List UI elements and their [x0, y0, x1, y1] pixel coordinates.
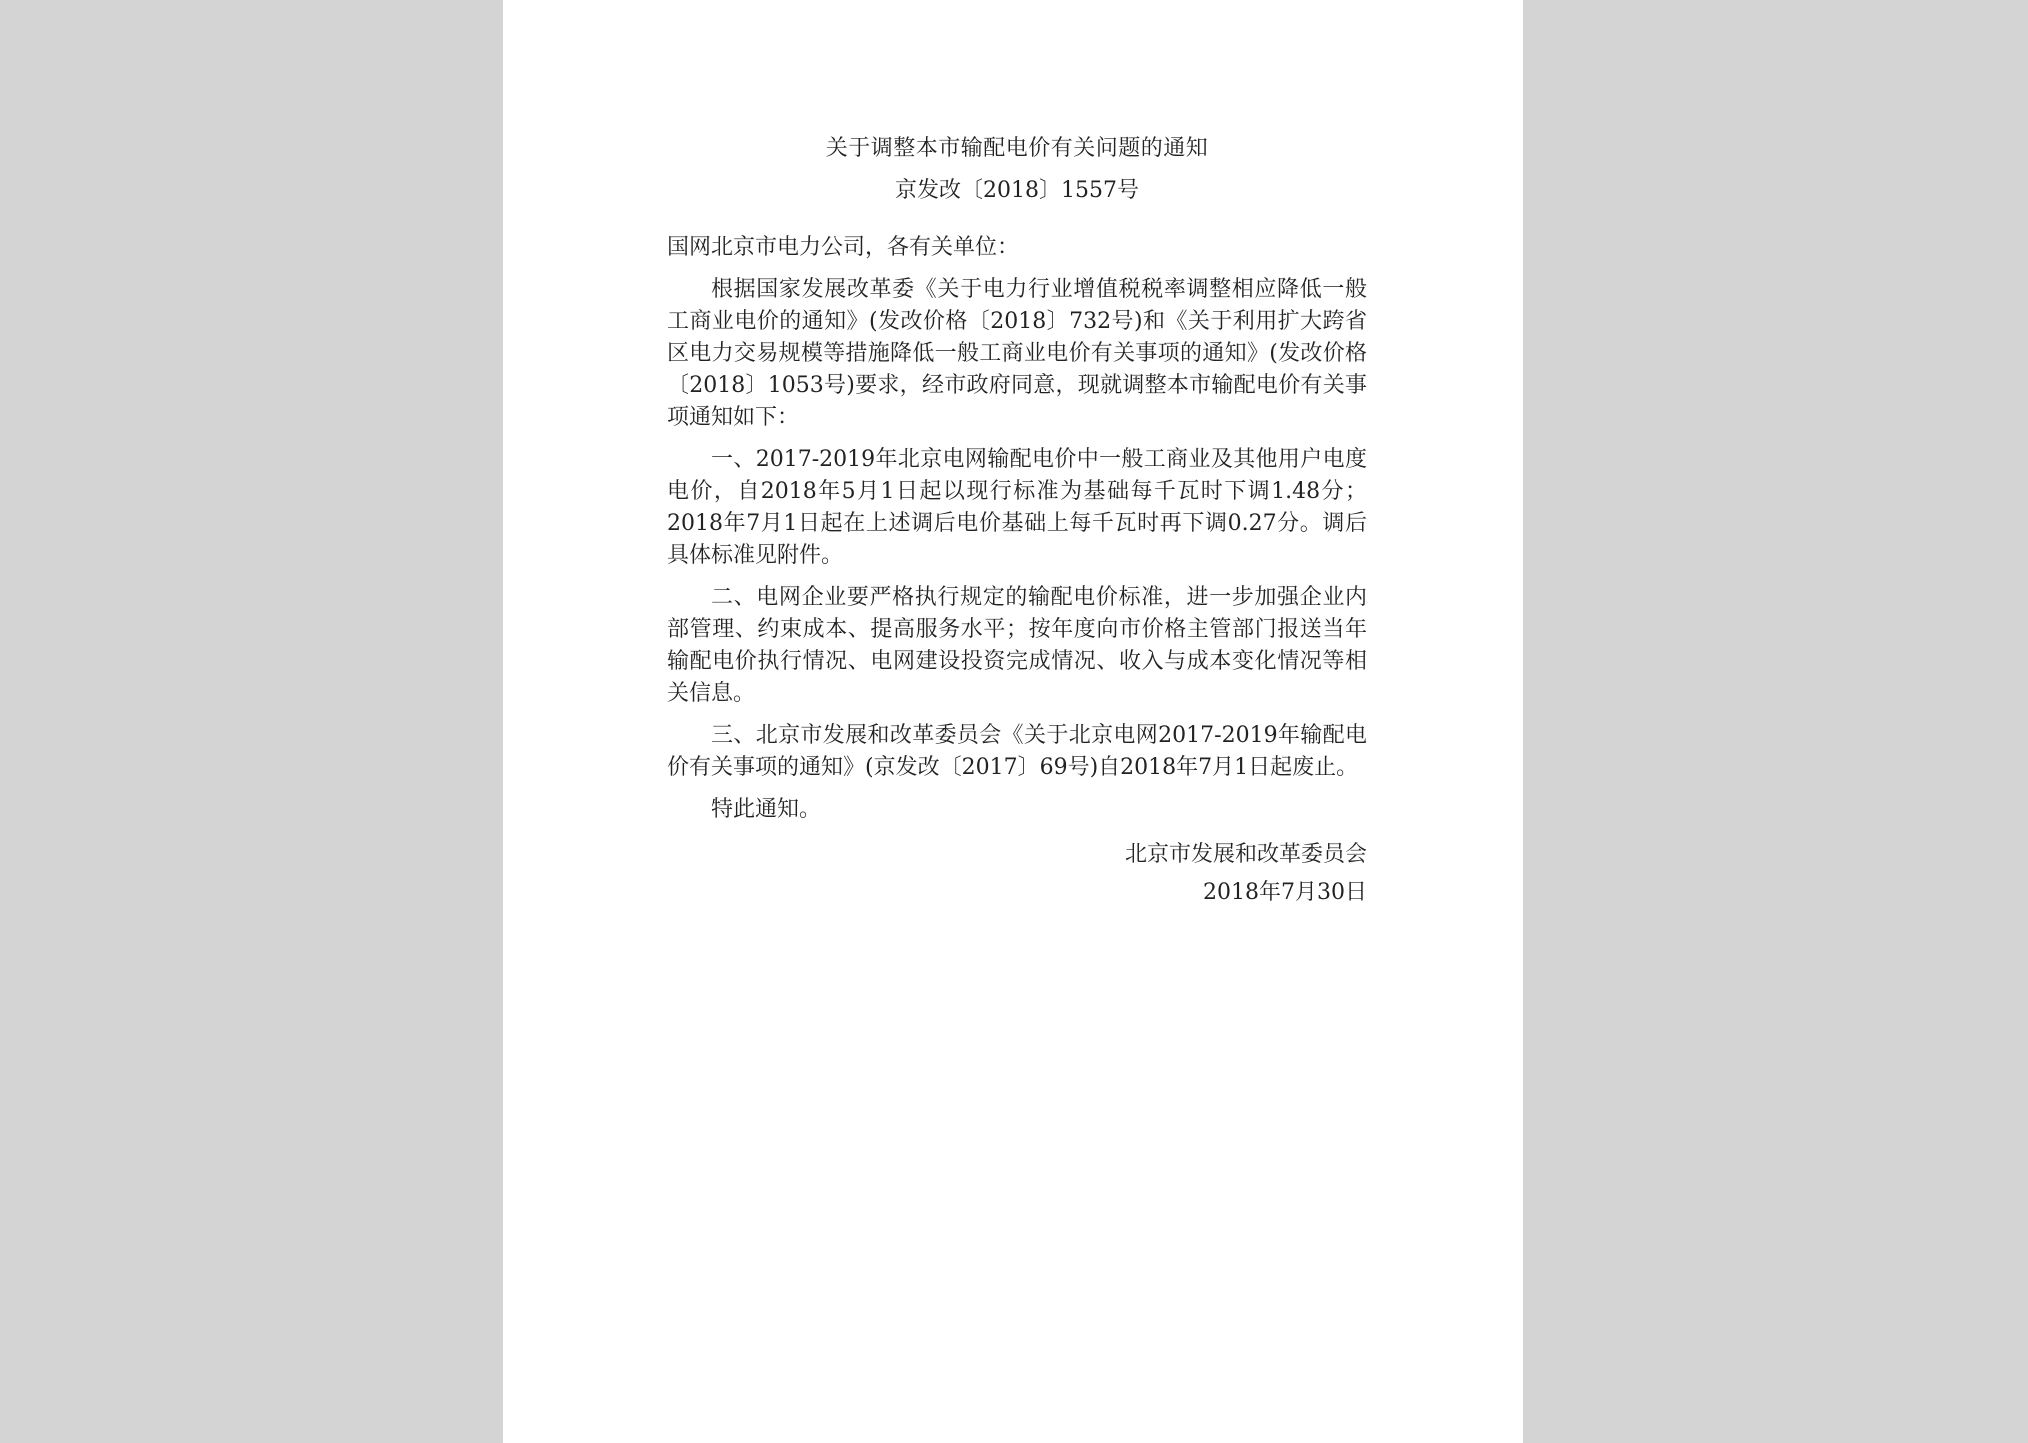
paragraph-closing: 特此通知。	[711, 797, 822, 822]
issue-date: 2018年7月30日	[1203, 880, 1367, 905]
document-number: 京发改〔2018〕1557号	[895, 178, 1139, 203]
paragraph-item-1: 一、2017-2019年北京电网输配电价中一般工商业及其他用户电度电价，自2018年5月1日起以现行标准为基础每千瓦时下调1.48分；2018年7月1日起在上述调后电价基础上每千瓦时再下调0.27分。调后具体标准见附件。	[667, 447, 1367, 568]
issuer-name: 北京市发展和改革委员会	[1124, 842, 1367, 867]
paragraph-item-2: 二、电网企业要严格执行规定的输配电价标准，进一步加强企业内部管理、约束成本、提高服务水平；按年度向市价格主管部门报送当年输配电价执行情况、电网建设投资完成情况、收入与成本变化情况等相关信息。	[667, 585, 1367, 706]
paragraph-intro: 根据国家发展改革委《关于电力行业增值税税率调整相应降低一般工商业电价的通知》(发改价格〔2018〕732号)和《关于利用扩大跨省区电力交易规模等措施降低一般工商业电价有关事项的通知》(发改价格〔2018〕1053号)要求，经市政府同意，现就调整本市输配电价有关事项通知如下：	[667, 277, 1367, 430]
notice-body	[667, 128, 1367, 912]
paragraph-item-3: 三、北京市发展和改革委员会《关于北京电网2017-2019年输配电价有关事项的通知》(京发改〔2017〕69号)自2018年7月1日起废止。	[667, 723, 1367, 780]
salutation: 国网北京市电力公司，各有关单位：	[667, 235, 1020, 260]
document-page	[503, 0, 1523, 1443]
document-title: 关于调整本市输配电价有关问题的通知	[825, 136, 1209, 161]
